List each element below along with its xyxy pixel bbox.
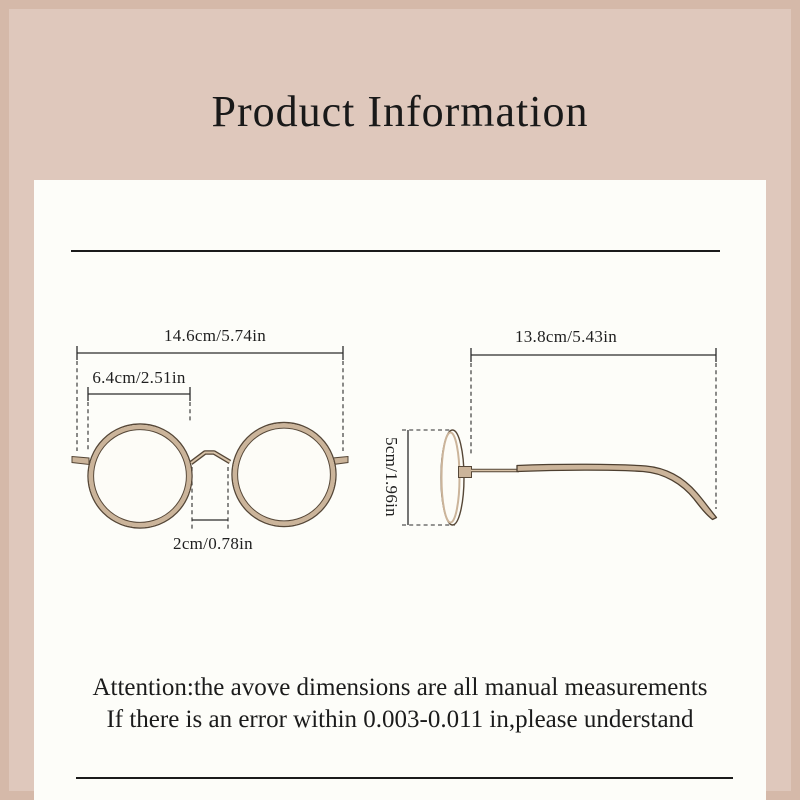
attention-note-line1: Attention:the avove dimensions are all manual measurements <box>92 674 708 701</box>
label-total-width: 14.6cm/5.74in <box>163 326 267 345</box>
label-lens-width: 6.4cm/2.51in <box>92 368 186 387</box>
label-lens-height: 5cm/1.96in <box>382 437 401 517</box>
page-title: Product Information <box>211 87 589 136</box>
label-bridge-width: 2cm/0.78in <box>173 534 253 553</box>
top-divider-line <box>71 250 720 252</box>
attention-note-line2: If there is an error within 0.003-0.011 in,please understand <box>106 706 694 733</box>
bottom-divider-line <box>76 777 733 779</box>
label-temple-length: 13.8cm/5.43in <box>514 327 618 346</box>
